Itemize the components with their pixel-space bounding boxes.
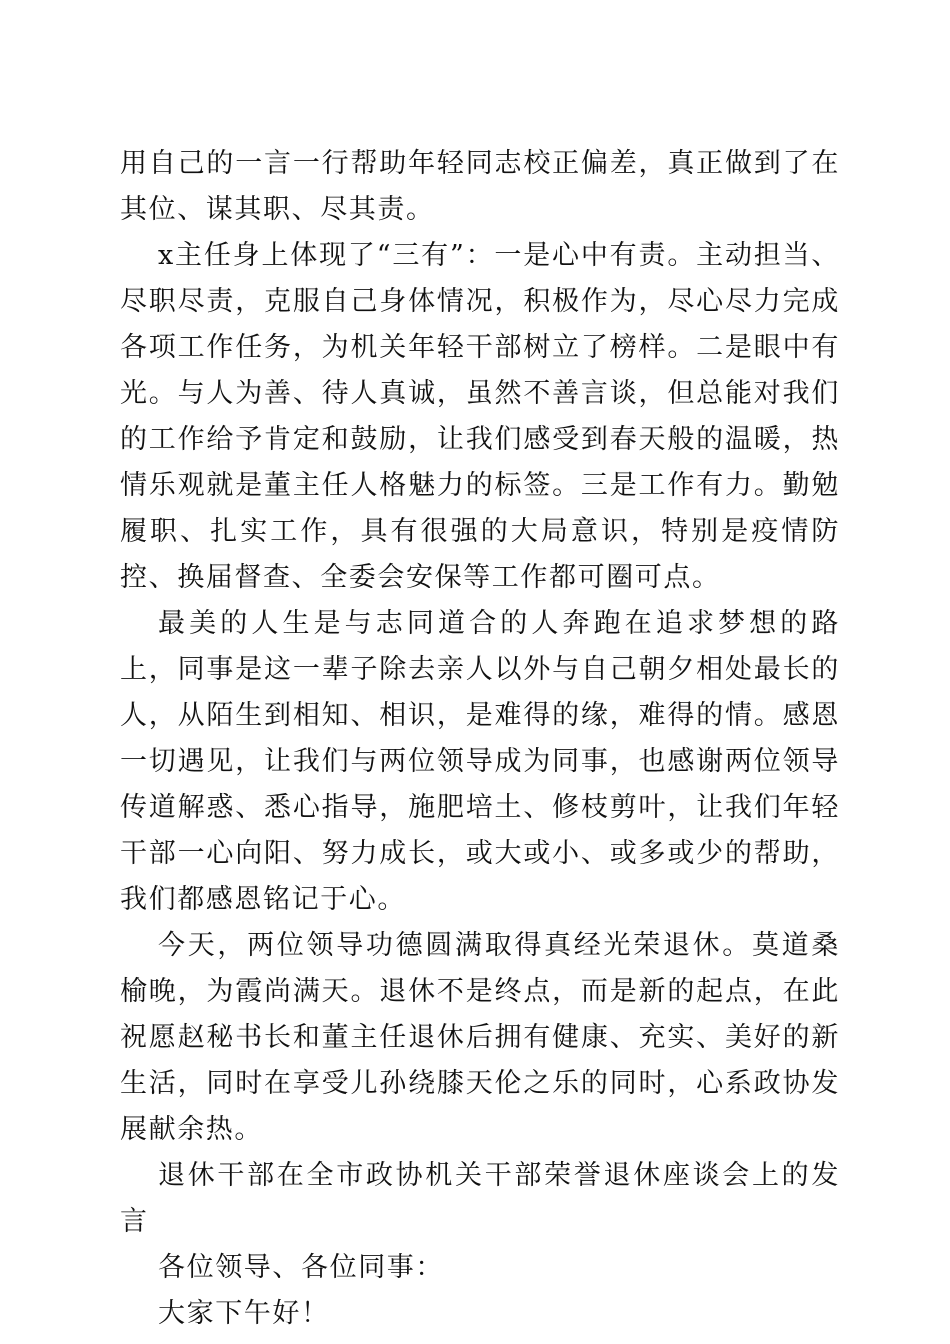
paragraph-continuation: 用自己的一言一行帮助年轻同志校正偏差，真正做到了在其位、谋其职、尽其责。 <box>120 148 840 225</box>
speech-title: 退休干部在全市政协机关干部荣誉退休座谈会上的发言 <box>120 1160 840 1237</box>
salutation: 各位领导、各位同事： <box>158 1252 444 1283</box>
paragraph-retirement-wishes: 今天，两位领导功德圆满取得真经光荣退休。莫道桑榆晚，为霞尚满天。退休不是终点，而是新的起点，在此祝愿赵秘书长和董主任退休后拥有健康、充实、美好的新生活，同时在享受儿孙绕膝天伦之乐的同时，心系政协发展献余热。 <box>120 930 840 1145</box>
paragraph-three-qualities: x主任身上体现了“三有”：一是心中有责。主动担当、尽职尽责，克服自己身体情况，积极作为，尽心尽力完成各项工作任务，为机关年轻干部树立了榜样。二是眼中有光。与人为善、待人真诚，虽然不善言谈，但总能对我们的工作给予肯定和鼓励，让我们感受到春天般的温暖，热情乐观就是董主任人格魅力的标签。三是工作有力。勤勉履职、扎实工作，具有很强的大局意识，特别是疫情防控、换届督查、全委会安保等工作都可圈可点。 <box>120 240 840 593</box>
greeting: 大家下午好！ <box>158 1298 330 1329</box>
document-body <box>120 141 840 1337</box>
paragraph-gratitude: 最美的人生是与志同道合的人奔跑在追求梦想的路上，同事是这一辈子除去亲人以外与自己朝夕相处最长的人，从陌生到相知、相识，是难得的缘，难得的情。感恩一切遇见，让我们与两位领导成为同事，也感谢两位领导传道解惑、悉心指导，施肥培土、修枝剪叶，让我们年轻干部一心向阳、努力成长，或大或小、或多或少的帮助，我们都感恩铭记于心。 <box>120 608 840 915</box>
